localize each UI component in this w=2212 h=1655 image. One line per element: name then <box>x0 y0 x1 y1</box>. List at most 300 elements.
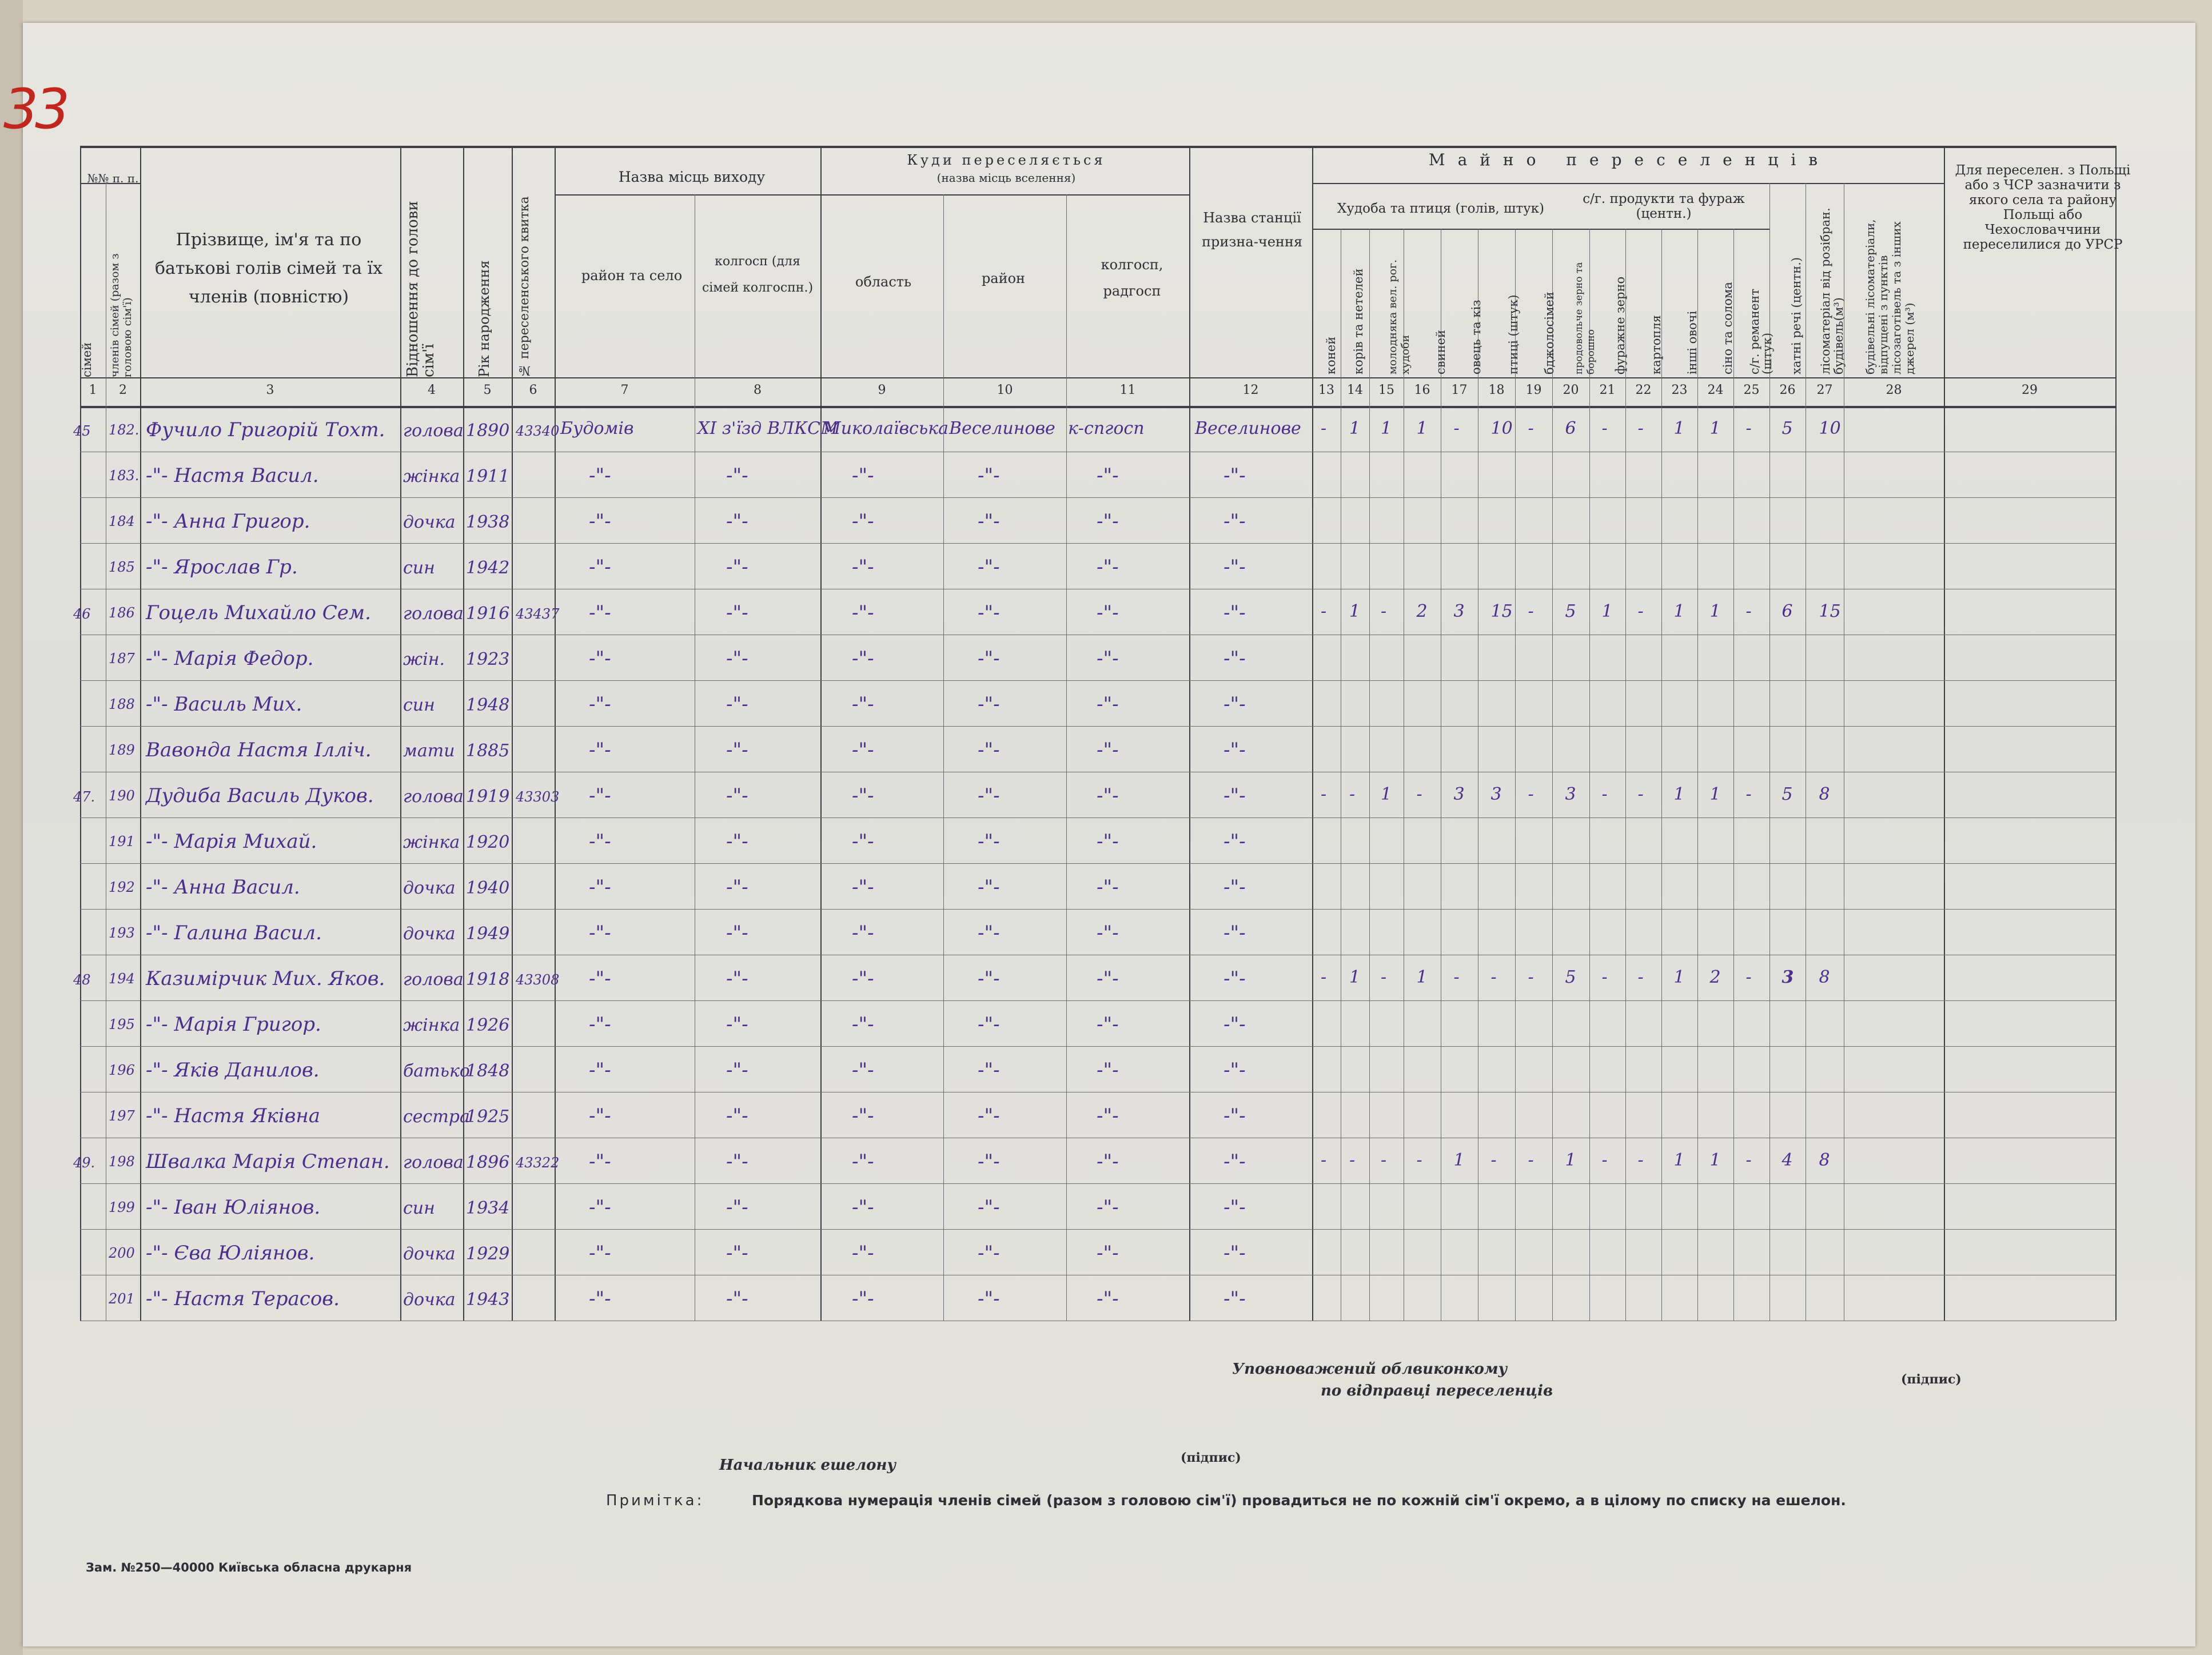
ditto-mark: -"- <box>726 1287 748 1310</box>
ditto-mark: -"- <box>1097 510 1119 533</box>
ditto-mark: -"- <box>726 922 748 944</box>
ditto-mark: -"- <box>726 876 748 899</box>
ditto-mark: -"- <box>589 967 611 990</box>
relation: голова <box>403 421 464 441</box>
property-value: 1 <box>1673 967 1685 987</box>
property-value: - <box>1349 784 1356 804</box>
ditto-mark: -"- <box>589 1013 611 1036</box>
person-name: -"- Марія Федор. <box>146 647 314 670</box>
property-value: - <box>1528 1150 1534 1170</box>
birth-year: 1918 <box>466 970 510 990</box>
grid-line <box>1066 194 1067 1321</box>
ditto-mark: -"- <box>726 784 748 807</box>
person-name: -"- Іван Юліянов. <box>146 1196 321 1219</box>
ditto-mark: -"- <box>1223 1242 1246 1265</box>
property-value: 1 <box>1601 601 1613 621</box>
grid-line <box>1552 229 1553 1321</box>
person-name: -"- Настя Васил. <box>146 464 319 487</box>
grid-line <box>1312 146 1313 1321</box>
property-value: 8 <box>1819 967 1830 987</box>
birth-year: 1916 <box>466 604 510 624</box>
ditto-mark: -"- <box>1097 1196 1119 1219</box>
person-name: -"- Яків Данилов. <box>146 1059 320 1082</box>
ditto-mark: -"- <box>1223 510 1246 533</box>
property-value: - <box>1416 784 1422 804</box>
col-header-vegetables: інші овочі <box>1685 310 1699 374</box>
ditto-mark: -"- <box>726 693 748 716</box>
place-kolgosp2: к-спгосп <box>1068 418 1145 438</box>
grid-line <box>1312 1000 2115 1001</box>
grid-line <box>1312 1183 2115 1184</box>
ditto-mark: -"- <box>589 1287 611 1310</box>
property-value: - <box>1349 1150 1356 1170</box>
member-number: 187 <box>109 651 135 667</box>
ditto-mark: -"- <box>1097 1242 1119 1265</box>
property-value: - <box>1321 967 1327 987</box>
property-value: - <box>1528 784 1534 804</box>
grid-line <box>2115 146 2117 1321</box>
ditto-mark: -"- <box>726 830 748 853</box>
member-number: 182. <box>109 422 140 438</box>
property-value: 1 <box>1709 1150 1721 1170</box>
ditto-mark: -"- <box>1223 784 1246 807</box>
member-number: 191 <box>109 834 135 850</box>
property-value: 1 <box>1381 418 1392 438</box>
column-number: 10 <box>997 383 1013 397</box>
grid-line <box>80 863 1312 864</box>
ditto-mark: -"- <box>1223 1196 1246 1219</box>
col-header-potatoes: картопля <box>1649 315 1663 374</box>
grid-line <box>80 817 1312 818</box>
relation: голова <box>403 604 464 624</box>
property-value: 1 <box>1709 784 1721 804</box>
property-value: - <box>1601 784 1608 804</box>
birth-year: 1920 <box>466 832 510 852</box>
column-number: 16 <box>1414 383 1430 397</box>
member-number: 192 <box>109 879 135 895</box>
ditto-mark: -"- <box>726 967 748 990</box>
ditto-mark: -"- <box>726 601 748 624</box>
birth-year: 1919 <box>466 787 510 807</box>
ditto-mark: -"- <box>589 922 611 944</box>
birth-year: 1938 <box>466 512 510 532</box>
col-header-station: Назва станції призна-чення <box>1201 210 1303 250</box>
relation: дочка <box>403 1290 456 1310</box>
property-value: - <box>1321 1150 1327 1170</box>
column-number: 20 <box>1563 383 1579 397</box>
property-value: - <box>1745 601 1752 621</box>
col-header-raion: район <box>981 270 1026 286</box>
column-number: 14 <box>1347 383 1363 397</box>
property-value: - <box>1528 418 1534 438</box>
person-name: Швалка Марія Степан. <box>146 1150 390 1173</box>
property-value: 1 <box>1709 418 1721 438</box>
ditto-mark: -"- <box>978 1196 1000 1219</box>
grid-line <box>1312 229 1769 230</box>
grid-line <box>1312 543 2115 544</box>
col-group-produce: с/г. продукти та фураж (центн.) <box>1583 192 1745 221</box>
ditto-mark: -"- <box>978 510 1000 533</box>
ditto-mark: -"- <box>589 1150 611 1173</box>
ditto-mark: -"- <box>1223 647 1246 670</box>
property-value: 1 <box>1416 418 1428 438</box>
person-name: -"- Марія Григор. <box>146 1013 321 1036</box>
col-header-pigs: свиней <box>1434 329 1448 374</box>
col-header-oblast: область <box>855 274 912 290</box>
person-name: -"- Анна Васил. <box>146 876 300 899</box>
col-header-birth-year: Рік народження <box>476 260 492 377</box>
echelon-chief-label: Начальник ешелону <box>719 1457 896 1474</box>
ditto-mark: -"- <box>726 464 748 487</box>
ditto-mark: -"- <box>1097 784 1119 807</box>
grid-line <box>80 543 1312 544</box>
column-number: 28 <box>1886 383 1902 397</box>
ditto-mark: -"- <box>589 464 611 487</box>
property-value: 5 <box>1781 418 1793 438</box>
column-number: 26 <box>1779 383 1796 397</box>
ditto-mark: -"- <box>726 1196 748 1219</box>
column-number: 1 <box>89 383 97 397</box>
ditto-mark: -"- <box>978 1287 1000 1310</box>
col-group-dest: Куди переселяється <box>907 152 1106 168</box>
property-value: - <box>1321 784 1327 804</box>
property-value: 3 <box>1490 784 1502 804</box>
ditto-mark: -"- <box>1097 1013 1119 1036</box>
column-number: 5 <box>483 383 492 397</box>
relation: син <box>403 1198 435 1218</box>
place-oblast: Миколаївська <box>823 418 948 438</box>
col-header-relation: Відношення до голови сім'ї <box>404 201 437 377</box>
column-number: 19 <box>1525 383 1542 397</box>
person-name: -"- Марія Михай. <box>146 830 317 853</box>
person-name: Казимірчик Мих. Яков. <box>146 967 385 990</box>
birth-year: 1949 <box>466 924 510 944</box>
column-number: 15 <box>1378 383 1394 397</box>
relation: жін. <box>403 649 445 669</box>
ditto-mark: -"- <box>852 1059 874 1082</box>
col-group-property: Майно переселенців <box>1428 150 1831 169</box>
ditto-mark: -"- <box>1223 876 1246 899</box>
person-name: Фучило Григорій Тохт. <box>146 418 385 441</box>
column-number: 2 <box>119 383 127 397</box>
property-value: - <box>1528 601 1534 621</box>
grid-line <box>80 377 2115 378</box>
property-value: 1 <box>1565 1150 1576 1170</box>
member-number: 198 <box>109 1154 135 1170</box>
ditto-mark: -"- <box>726 1059 748 1082</box>
ditto-mark: -"- <box>978 876 1000 899</box>
col-header-young-cattle: молодняка вел. рог. худоби <box>1386 259 1412 374</box>
property-value: - <box>1453 967 1460 987</box>
ticket-number: 43322 <box>516 1155 560 1171</box>
ditto-mark: -"- <box>1097 830 1119 853</box>
family-number: 47. <box>73 789 95 805</box>
column-number: 4 <box>428 383 436 397</box>
ditto-mark: -"- <box>1223 1287 1246 1310</box>
grid-line <box>463 146 464 1321</box>
property-value: - <box>1528 967 1534 987</box>
col-header-kolhosp: колгосп (для сімей колгоспн.) <box>702 254 814 295</box>
ticket-number: 43308 <box>516 972 560 988</box>
member-number: 185 <box>109 559 135 575</box>
ditto-mark: -"- <box>852 876 874 899</box>
member-number: 199 <box>109 1199 135 1215</box>
ditto-mark: -"- <box>1097 601 1119 624</box>
ditto-mark: -"- <box>852 922 874 944</box>
member-number: 195 <box>109 1016 135 1032</box>
col-header-ticket: № переселенського квитка <box>517 196 532 377</box>
col-header-sheep: овець та кіз <box>1469 300 1483 374</box>
place-kolhosp: XI з'їзд ВЛКСМ <box>698 418 838 438</box>
ditto-mark: -"- <box>852 1013 874 1036</box>
grid-line <box>1312 817 2115 818</box>
member-number: 201 <box>109 1291 135 1307</box>
col-header-hay: сіно та солома <box>1721 282 1735 374</box>
ditto-mark: -"- <box>1097 922 1119 944</box>
ditto-mark: -"- <box>978 556 1000 579</box>
authorized-label-1: Уповноважений облвиконкому <box>1232 1361 1508 1378</box>
grid-line <box>555 146 556 1321</box>
col-header-poultry: птиці (штук) <box>1506 294 1520 374</box>
relation: жінка <box>403 832 460 852</box>
col-header-raion-selo: район та село <box>581 268 683 284</box>
ditto-mark: -"- <box>1223 1013 1246 1036</box>
ditto-mark: -"- <box>1223 693 1246 716</box>
ditto-mark: -"- <box>589 784 611 807</box>
ditto-mark: -"- <box>726 647 748 670</box>
col-header-grain: продовольче зерно та борошно <box>1573 262 1597 374</box>
property-value: 5 <box>1565 967 1576 987</box>
ditto-mark: -"- <box>852 647 874 670</box>
birth-year: 1911 <box>466 466 510 486</box>
birth-year: 1885 <box>466 741 510 761</box>
ditto-mark: -"- <box>1223 1104 1246 1127</box>
grid-line <box>943 194 944 1321</box>
property-value: - <box>1745 967 1752 987</box>
property-value: - <box>1490 967 1497 987</box>
birth-year: 1896 <box>466 1152 510 1173</box>
note-text: Порядкова нумерація членів сімей (разом з головою сім'ї) провадиться не по кожній сім'ї окремо, а в цілому по списку на ешелон. <box>752 1492 1846 1509</box>
birth-year: 1925 <box>466 1107 510 1127</box>
property-value: 3 <box>1453 601 1465 621</box>
grid-line <box>1312 497 2115 498</box>
ditto-mark: -"- <box>978 1150 1000 1173</box>
ditto-mark: -"- <box>978 1059 1000 1082</box>
ditto-mark: -"- <box>589 693 611 716</box>
property-value: - <box>1601 418 1608 438</box>
property-value: 3 <box>1453 784 1465 804</box>
property-value: 3 <box>1781 967 1794 987</box>
col-header-kolgosp-radgosp: колгосп, радгосп <box>1101 257 1163 299</box>
ditto-mark: -"- <box>978 1104 1000 1127</box>
ditto-mark: -"- <box>852 1287 874 1310</box>
relation: дочка <box>403 878 456 898</box>
col-header-household: хатні речі (центн.) <box>1789 257 1803 374</box>
member-number: 197 <box>109 1108 135 1124</box>
birth-year: 1848 <box>466 1061 510 1081</box>
property-value: 5 <box>1781 784 1793 804</box>
column-number: 6 <box>529 383 537 397</box>
ditto-mark: -"- <box>589 830 611 853</box>
ditto-mark: -"- <box>978 1013 1000 1036</box>
property-value: - <box>1381 601 1387 621</box>
grid-line <box>80 1000 1312 1001</box>
property-value: - <box>1637 418 1644 438</box>
ditto-mark: -"- <box>1097 876 1119 899</box>
grid-line <box>400 146 401 1321</box>
col-group-exit: Назва місць виходу <box>618 169 766 185</box>
ditto-mark: -"- <box>852 693 874 716</box>
member-number: 196 <box>109 1062 135 1078</box>
property-value: 8 <box>1819 1150 1830 1170</box>
grid-line <box>820 194 1189 196</box>
column-number: 8 <box>754 383 762 397</box>
grid-line <box>1189 146 1190 1321</box>
ditto-mark: -"- <box>852 556 874 579</box>
person-name: -"- Настя Яківна <box>146 1104 321 1127</box>
ditto-mark: -"- <box>852 601 874 624</box>
note-label: Примітка: <box>606 1492 704 1509</box>
ditto-mark: -"- <box>852 464 874 487</box>
column-number: 11 <box>1119 383 1136 397</box>
property-value: 1 <box>1349 967 1361 987</box>
property-value: 1 <box>1673 601 1685 621</box>
column-number: 25 <box>1743 383 1760 397</box>
ditto-mark: -"- <box>589 1196 611 1219</box>
col-header-bees: бджолосімей <box>1543 292 1556 374</box>
property-value: - <box>1321 601 1327 621</box>
property-value: - <box>1637 967 1644 987</box>
grid-line <box>1312 726 2115 727</box>
property-value: 15 <box>1490 601 1513 621</box>
col-header-nn: №№ п. п. <box>87 172 139 185</box>
column-number: 9 <box>878 383 886 397</box>
grid-line <box>1312 1046 2115 1047</box>
page-edge <box>0 0 23 1655</box>
ditto-mark: -"- <box>852 830 874 853</box>
authorized-label-2: по відправці переселенців <box>1321 1382 1553 1399</box>
grid-line <box>80 406 2115 408</box>
ditto-mark: -"- <box>978 464 1000 487</box>
ditto-mark: -"- <box>1097 556 1119 579</box>
col-header-fodder: фуражне зерно <box>1613 276 1627 374</box>
col-header-timber-issued: будівельні лісоматеріали, відпущені з пунктів лісозаготівель та з інших джерел (м³) <box>1863 219 1916 374</box>
relation: жінка <box>403 466 460 486</box>
ditto-mark: -"- <box>589 510 611 533</box>
signature-label-2: (підпис) <box>1181 1450 1241 1465</box>
property-value: 1 <box>1709 601 1721 621</box>
column-number: 21 <box>1599 383 1616 397</box>
member-number: 188 <box>109 696 135 712</box>
column-number: 17 <box>1451 383 1468 397</box>
property-value: - <box>1601 1150 1608 1170</box>
property-value: 1 <box>1349 601 1361 621</box>
ditto-mark: -"- <box>1223 922 1246 944</box>
grid-line <box>80 726 1312 727</box>
property-value: - <box>1745 418 1752 438</box>
ditto-mark: -"- <box>1223 739 1246 761</box>
column-number: 23 <box>1671 383 1688 397</box>
property-value: - <box>1381 1150 1387 1170</box>
family-number: 46 <box>73 606 91 622</box>
page-number: 33 <box>3 77 67 141</box>
ditto-mark: -"- <box>852 510 874 533</box>
grid-line <box>1944 146 1945 1321</box>
relation: голова <box>403 970 464 990</box>
birth-year: 1943 <box>466 1290 510 1310</box>
ditto-mark: -"- <box>852 1104 874 1127</box>
col-header-cows: корів та нетелей <box>1352 268 1365 374</box>
ditto-mark: -"- <box>1223 1150 1246 1173</box>
birth-year: 1940 <box>466 878 510 898</box>
property-value: 10 <box>1490 418 1513 438</box>
relation: дочка <box>403 512 456 532</box>
relation: мати <box>403 741 455 761</box>
property-value: - <box>1453 418 1460 438</box>
property-value: 5 <box>1565 601 1576 621</box>
property-value: 2 <box>1709 967 1721 987</box>
property-value: 8 <box>1819 784 1830 804</box>
relation: батько <box>403 1061 470 1081</box>
member-number: 186 <box>109 605 135 621</box>
ditto-mark: -"- <box>1223 601 1246 624</box>
ditto-mark: -"- <box>1097 739 1119 761</box>
member-number: 194 <box>109 971 135 987</box>
grid-line <box>80 1183 1312 1184</box>
ditto-mark: -"- <box>852 967 874 990</box>
column-number: 3 <box>266 383 274 397</box>
ditto-mark: -"- <box>978 784 1000 807</box>
ditto-mark: -"- <box>726 1104 748 1127</box>
property-value: - <box>1490 1150 1497 1170</box>
member-number: 200 <box>109 1245 135 1261</box>
ditto-mark: -"- <box>726 510 748 533</box>
ditto-mark: -"- <box>852 1196 874 1219</box>
ditto-mark: -"- <box>726 1242 748 1265</box>
ditto-mark: -"- <box>852 1150 874 1173</box>
property-value: 1 <box>1453 1150 1465 1170</box>
ditto-mark: -"- <box>726 1150 748 1173</box>
place-station: Веселинове <box>1195 418 1301 438</box>
property-value: - <box>1637 1150 1644 1170</box>
member-number: 193 <box>109 925 135 941</box>
birth-year: 1890 <box>466 421 510 441</box>
member-number: 183. <box>109 468 140 484</box>
grid-line <box>1312 909 2115 910</box>
property-value: 10 <box>1819 418 1841 438</box>
relation: дочка <box>403 1244 456 1264</box>
relation: син <box>403 558 435 578</box>
relation: жінка <box>403 1015 460 1035</box>
grid-line <box>80 1046 1312 1047</box>
person-name: -"- Настя Терасов. <box>146 1287 340 1310</box>
property-value: 15 <box>1819 601 1841 621</box>
member-number: 190 <box>109 788 135 804</box>
ditto-mark: -"- <box>589 1104 611 1127</box>
property-value: - <box>1321 418 1327 438</box>
property-value: - <box>1745 1150 1752 1170</box>
ditto-mark: -"- <box>1223 464 1246 487</box>
column-number: 27 <box>1816 383 1833 397</box>
ditto-mark: -"- <box>1223 556 1246 579</box>
column-number: 13 <box>1318 383 1334 397</box>
property-value: 1 <box>1349 418 1361 438</box>
grid-line <box>80 1229 1312 1230</box>
property-value: 6 <box>1565 418 1576 438</box>
property-value: - <box>1637 601 1644 621</box>
col-group-dest-sub: (назва місць вселення) <box>936 171 1076 185</box>
person-name: -"- Єва Юліянов. <box>146 1242 315 1265</box>
